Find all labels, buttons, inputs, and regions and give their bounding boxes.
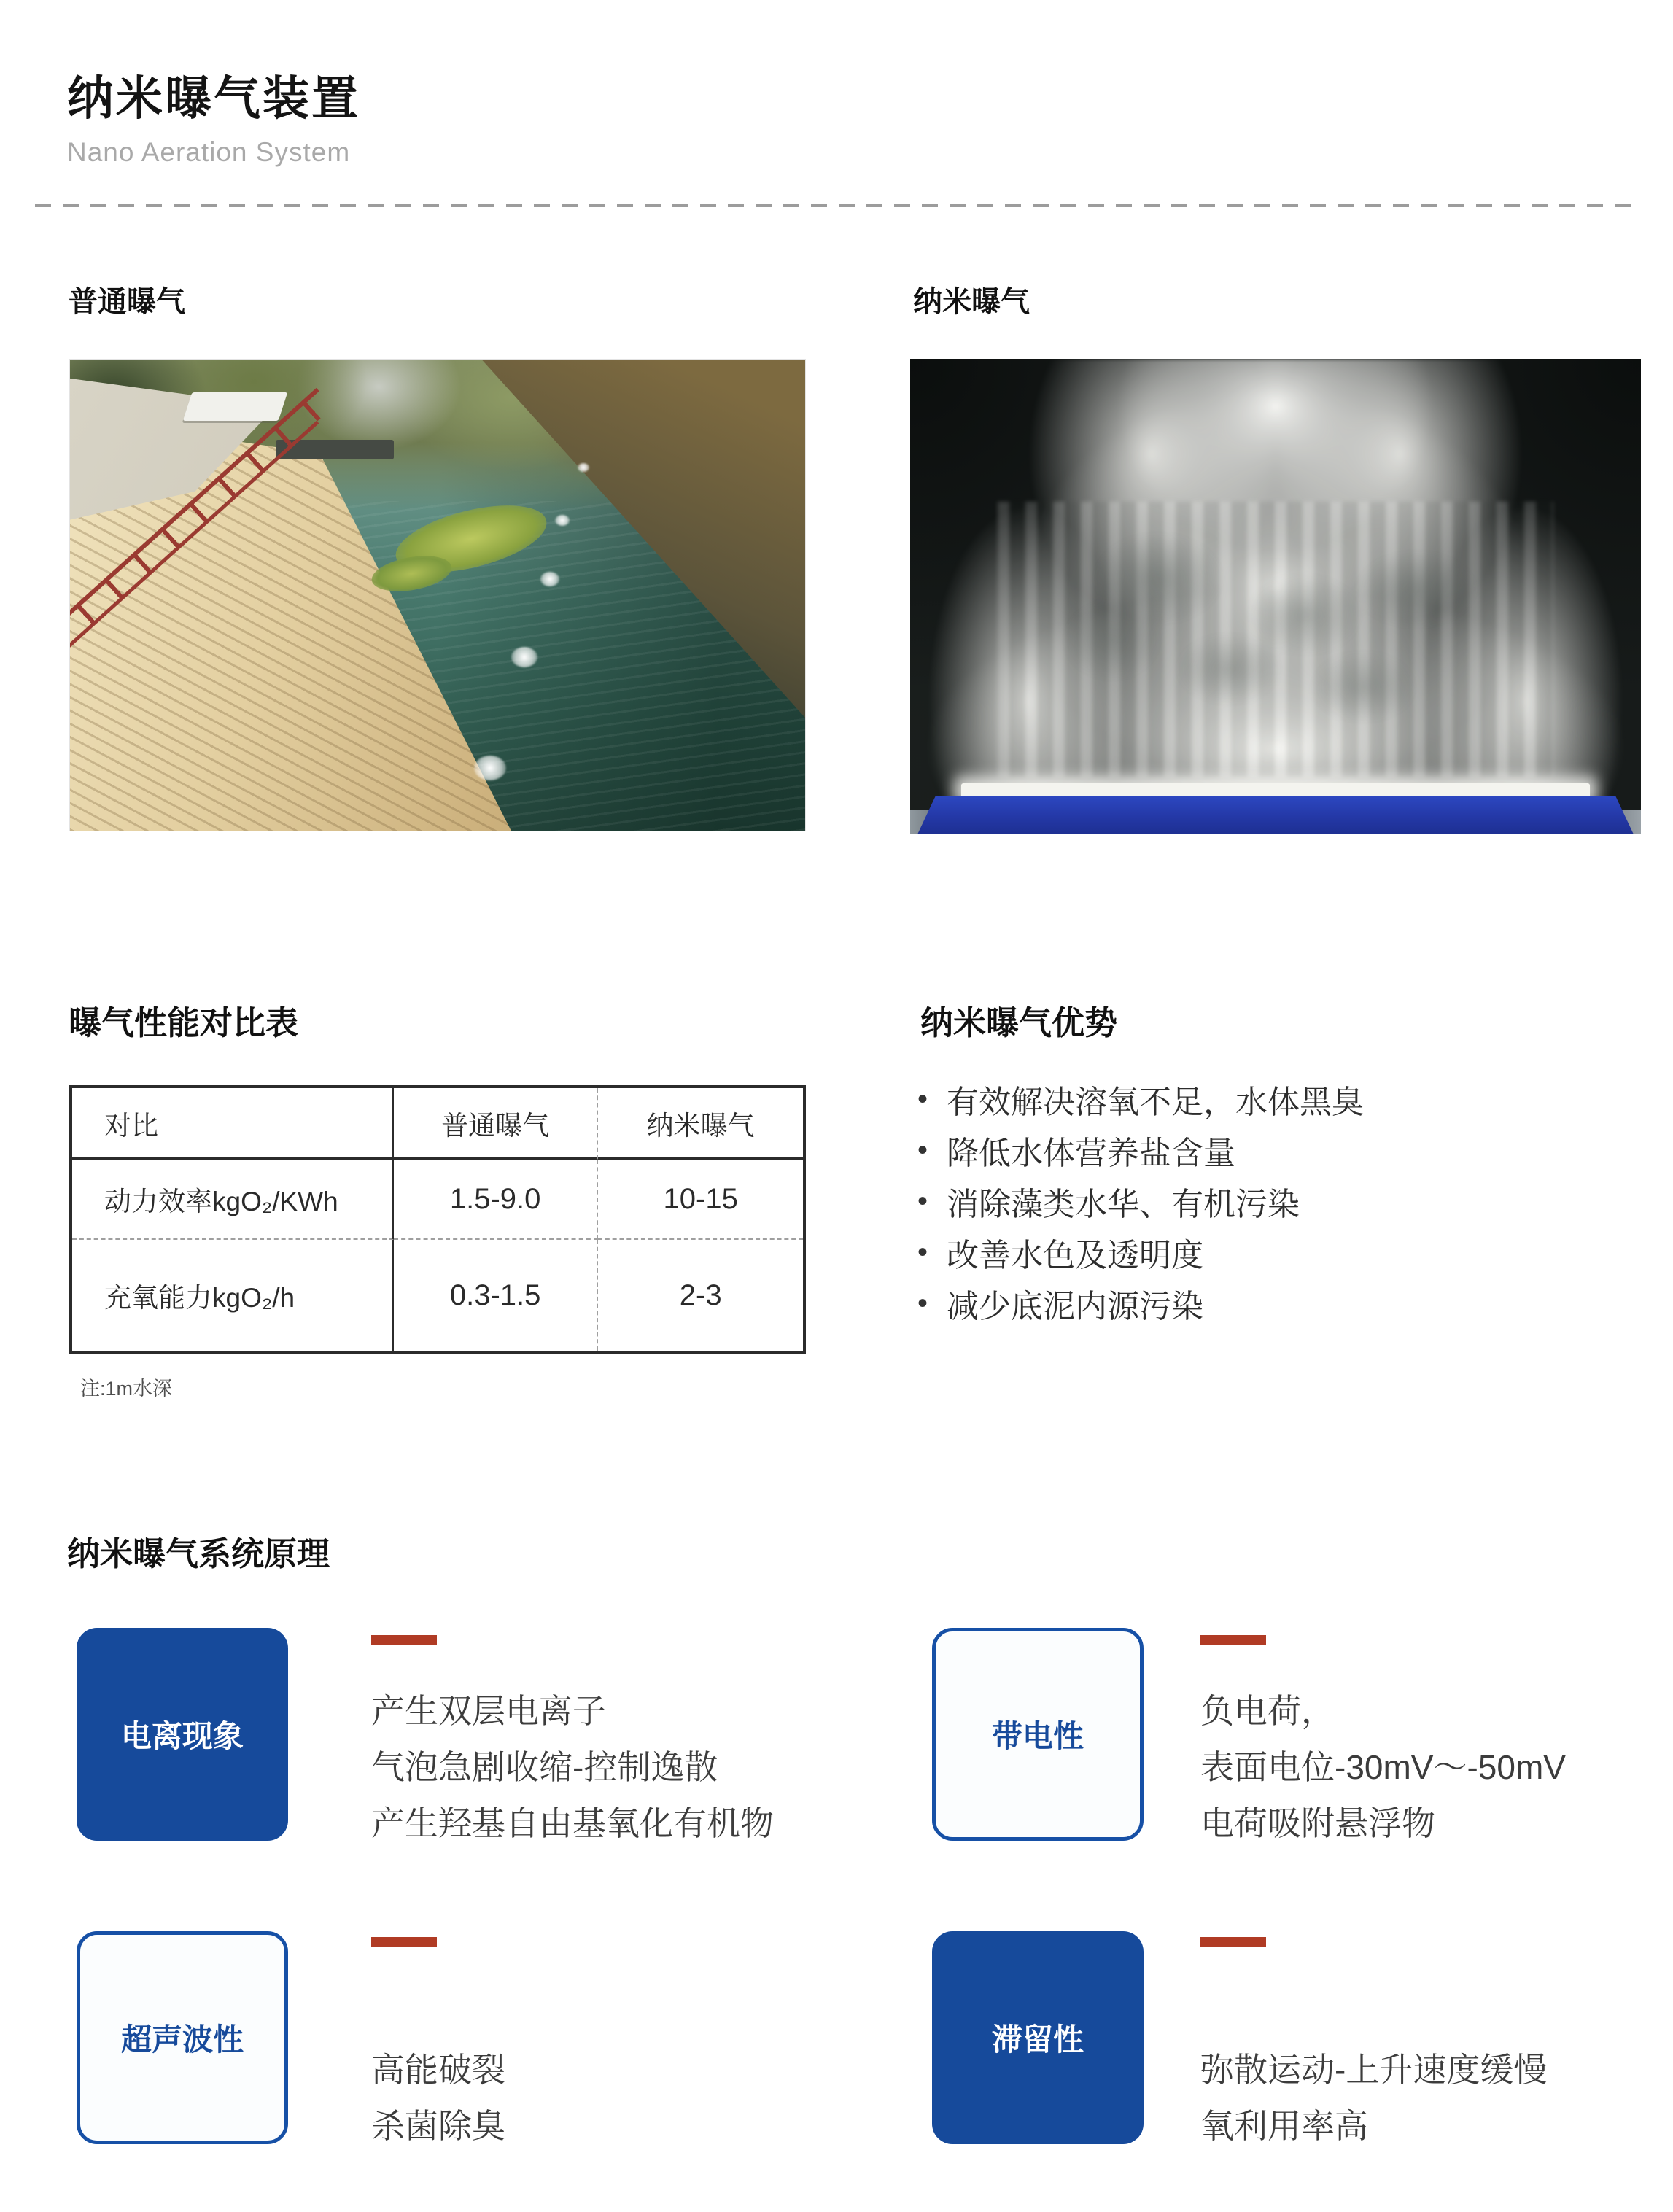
list-item-text: 减少底泥内源污染 — [947, 1289, 1203, 1324]
card-ionization-description — [371, 1683, 774, 1852]
description-line: 表面电位-30mV～-50mV — [1200, 1748, 1566, 1786]
dashed-divider — [35, 204, 1639, 207]
list-item-text: 降低水体营养盐含量 — [947, 1136, 1235, 1171]
description-line: 高能破裂 — [371, 2051, 505, 2089]
advantages-list — [917, 1074, 1647, 1329]
description-line: 产生双层电离子 — [371, 1692, 606, 1730]
description-line: 电荷吸附悬浮物 — [1200, 1804, 1435, 1842]
river-bubble — [474, 756, 506, 780]
principles-heading: 纳米曝气系统原理 — [67, 1535, 330, 1572]
card-ionization — [77, 1628, 288, 1841]
card-retention-description — [1200, 2042, 1547, 2154]
table-header-nano: 纳米曝气 — [598, 1088, 803, 1160]
table-header-ordinary: 普通曝气 — [394, 1088, 599, 1160]
nano-plume-texture — [983, 416, 1568, 777]
card-label: 滞留性 — [991, 2022, 1084, 2057]
ordinary-aeration-photo — [69, 359, 806, 831]
river-bubble — [511, 647, 537, 667]
comparison-heading: 曝气性能对比表 — [69, 1004, 299, 1041]
comparison-table — [69, 1085, 806, 1354]
card-ultrasonic — [77, 1931, 288, 2144]
page-subtitle: Nano Aeration System — [67, 137, 351, 167]
list-item — [917, 1074, 1647, 1125]
table-row-value: 2-3 — [679, 1278, 722, 1311]
description-line: 杀菌除臭 — [371, 2107, 505, 2145]
description-line: 氧利用率高 — [1200, 2107, 1368, 2145]
card-label: 超声波性 — [120, 2022, 244, 2057]
description-line: 弥散运动-上升速度缓慢 — [1200, 2051, 1548, 2089]
list-item — [917, 1125, 1647, 1176]
description-line: 产生羟基自由基氧化有机物 — [371, 1804, 774, 1842]
river-pavilion — [183, 392, 288, 421]
list-item — [917, 1176, 1647, 1227]
bullet-dot-icon: • — [917, 1287, 928, 1319]
table-note: 注:1m水深 — [80, 1378, 173, 1400]
nano-aeration-photo — [910, 359, 1641, 834]
nano-aeration-label: 纳米曝气 — [913, 286, 1030, 318]
card-charged — [932, 1628, 1144, 1841]
table-row-value: 0.3-1.5 — [394, 1240, 599, 1351]
red-dash-icon — [371, 1937, 437, 1947]
list-item-text: 改善水色及透明度 — [947, 1238, 1203, 1273]
table-row-metric: 充氧能力kgO₂/h — [72, 1240, 394, 1351]
page-title: 纳米曝气装置 — [67, 72, 360, 125]
card-label: 电离现象 — [120, 1719, 244, 1753]
bullet-dot-icon: • — [917, 1133, 928, 1166]
card-label: 带电性 — [991, 1719, 1084, 1753]
bullet-dot-icon: • — [917, 1235, 928, 1268]
list-item-text: 有效解决溶氧不足，水体黑臭 — [947, 1084, 1364, 1120]
card-retention — [932, 1931, 1144, 2144]
red-dash-icon — [1200, 1937, 1266, 1947]
bullet-dot-icon: • — [917, 1082, 928, 1115]
river-bubble — [578, 463, 589, 472]
nano-diffuser-strip — [961, 783, 1590, 799]
red-dash-icon — [1200, 1635, 1266, 1645]
table-header-compare: 对比 — [72, 1088, 394, 1160]
list-item — [917, 1278, 1647, 1329]
description-line: 负电荷， — [1200, 1692, 1335, 1730]
table-row-metric: 动力效率kgO₂/KWh — [72, 1160, 394, 1240]
ordinary-aeration-label: 普通曝气 — [69, 286, 185, 318]
advantages-heading: 纳米曝气优势 — [920, 1004, 1118, 1041]
bullet-dot-icon: • — [917, 1184, 928, 1217]
description-line: 气泡急剧收缩-控制逸散 — [371, 1748, 718, 1786]
red-dash-icon — [371, 1635, 437, 1645]
river-bubble — [540, 572, 559, 586]
table-row-value: 10-15 — [598, 1160, 803, 1240]
nano-diffuser-base — [917, 796, 1634, 834]
list-item-text: 消除藻类水华、有机污染 — [947, 1187, 1300, 1222]
table-row-value: 1.5-9.0 — [394, 1160, 599, 1240]
card-ultrasonic-description — [371, 2042, 505, 2154]
list-item — [917, 1227, 1647, 1278]
card-charged-description — [1200, 1683, 1566, 1852]
